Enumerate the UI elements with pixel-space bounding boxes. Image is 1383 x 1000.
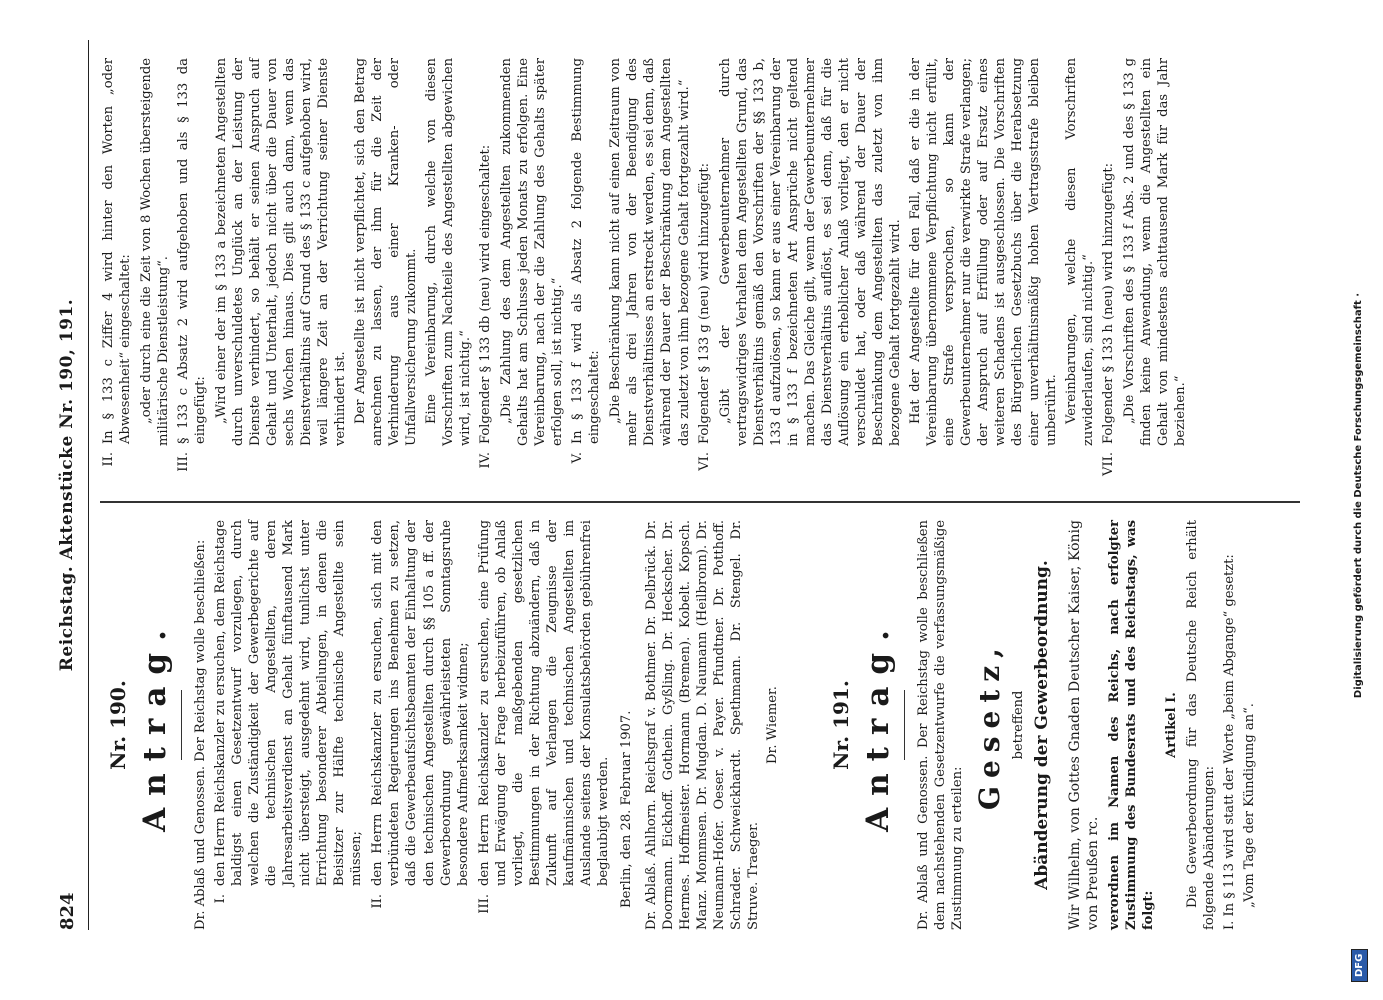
item-III-quote-2: Der Angestellte ist nicht verpflichtet, sich den Betrag anrechnen zu lassen, der ihm für die Zeit der Verhinderung aus einer Kranken- oder Unfallversicherung zukommt. bbox=[353, 58, 420, 446]
running-title: Reichstag. Aktenstücke Nr. 190, 191. bbox=[57, 298, 77, 672]
law-title: Abänderung der Gewerbeordnung. bbox=[1032, 560, 1053, 890]
right-column bbox=[100, 58, 1192, 488]
item-VII bbox=[1100, 58, 1117, 488]
item-number: VI. bbox=[696, 452, 712, 471]
item-V bbox=[569, 58, 603, 488]
column-divider bbox=[100, 502, 1300, 504]
item-IV-quote: „Die Zahlung des dem Angestellten zukommenden Gehalts hat am Schlusse jeden Monats zu erfolgen. Eine Vereinbarung, nach der die Zahlung des Gehalts später erfolgen soll, ist nichtig.“ bbox=[499, 58, 566, 446]
running-head bbox=[48, 40, 89, 930]
item-VII-quote: „Die Vorschriften des § 133 f Abs. 2 und des § 133 g finden keine Anwendung, wenn die Angestellten ein Gehalt von mindestens achttausend Mark für das Jahr beziehen.“ bbox=[1121, 58, 1188, 446]
item-number: III. bbox=[176, 452, 192, 472]
digitization-strip bbox=[1345, 0, 1375, 1000]
signatories: Dr. Ablaß. Ahlhorn. Reichsgraf v. Bothmer. Dr. Delbrück. Dr. Doormann. Eickhoff. Gothein. Gyßling. Dr. Heckscher. Dr. Hermes. Hoffmeister. Hormann (Bremen). Kobelt. Kopsch. Manz. Mommsen. Dr. Mugdan. D. Naumann (Heilbronn). Dr. Neumann-Hofer. Oeser. v. Payer. Pfundtner. Dr. Potthoff. Schrader. Schweickhardt. Spethmann. Dr. Stengel. Dr. Struve. Traeger. bbox=[643, 520, 761, 930]
antrag-heading-190: Antrag. bbox=[137, 618, 173, 832]
item-III-quote-3: Eine Vereinbarung, durch welche von diesen Vorschriften zum Nachteile des Angestellten abgewichen wird, ist nichtig.“ bbox=[424, 58, 474, 446]
item-number: IV. bbox=[478, 452, 494, 469]
dfg-logo-text: DFG bbox=[1351, 949, 1368, 982]
item-191-I-quote: „Vom Tage der Kündigung an“. bbox=[1242, 703, 1258, 908]
item-text: den Herrn Reichskanzler zu ersuchen, dem Reichstage baldigst einen Gesetzentwurf vorzulegen, durch welchen die Zuständigkeit der Gewerbegerichte auf die technischen Angestellten, deren Jahresarbeitsverdienst an Gehalt fünftausend Mark nicht übersteigt, ausgedehnt wird, tunlichst unter Errichtung besonderer Abteilungen, in denen die Beisitzer zur Hälfte technische Angestellte sein müssen; bbox=[213, 520, 365, 886]
item-VI bbox=[696, 58, 713, 488]
item-190-III bbox=[476, 520, 612, 930]
artikel-intro: Die Gewerbeordnung für das Deutsche Reich erhält folgende Abänderungen: bbox=[1184, 520, 1217, 930]
item-number: III. bbox=[476, 894, 492, 914]
divider bbox=[904, 690, 905, 760]
artikel-heading: Artikel I. bbox=[1163, 692, 1179, 758]
item-II-quote: „oder durch eine die Zeit von 8 Wochen übersteigende militärische Dienstleistung“. bbox=[139, 58, 172, 446]
item-VI-quote-2: Hat der Angestellte für den Fall, daß er die in der Vereinbarung übernommene Verpflichtung nicht erfüllt, eine Strafe versprochen, so kann der Gewerbeunternehmer nur die verwirkte Strafe verlangen; der Anspruch auf Erfüllung oder auf Ersatz eines weiteren Schadens ist ausgeschlossen. Die Vorschriften des Bürgerlichen Gesetzbuchs über die Herabsetzung einer unverhältnismäßig hohen Vertragsstrafe bleiben unberührt. bbox=[907, 58, 1059, 446]
item-number: VII. bbox=[1100, 452, 1116, 476]
document-number-190: Nr. 190. bbox=[106, 680, 130, 770]
item-III-quote: „Wird einer der im § 133 a bezeichneten Angestellten durch unverschuldetes Unglück an der Leistung der Dienste verhindert, so behält er seinen Anspruch auf Gehalt und Unterhalt, jedoch nicht über die Dauer von sechs Wochen hinaus. Dies gilt auch dann, wenn das Dienstverhältnis auf Grund des § 133 c aufgehoben wird, weil längere Zeit an der Verrichtung seiner Dienste verhindert ist. bbox=[214, 58, 349, 446]
item-text: § 133 c Absatz 2 wird aufgehoben und als § 133 da eingefügt: bbox=[176, 58, 209, 444]
betreffend-label: betreffend bbox=[1010, 690, 1026, 760]
intro-190: Dr. Ablaß und Genossen. Der Reichstag wolle beschließen: bbox=[193, 539, 209, 930]
left-column bbox=[105, 520, 1261, 930]
item-IV bbox=[477, 58, 494, 488]
item-text: In § 133 f wird als Absatz 2 folgende Bestimmung eingeschaltet: bbox=[570, 58, 603, 444]
document-number-191: Nr. 191. bbox=[828, 680, 853, 770]
wir-formula: Wir Wilhelm, von Gottes Gnaden Deutscher Kaiser, König von Preußen rc. bbox=[1066, 520, 1101, 930]
item-number: I. bbox=[213, 894, 229, 904]
item-number: V. bbox=[570, 452, 586, 464]
item-V-quote: „Die Beschränkung kann nicht auf einen Zeitraum von mehr als drei Jahren von der Beendigung des Dienstverhältnisses an erstreckt werden, es sei denn, daß während der Dauer der Beschränkung dem Angestellten das zuletzt von ihm bezogene Gehalt fortgezahlt wird.“ bbox=[608, 58, 692, 446]
item-VI-quote-3: Vereinbarungen, welche diesen Vorschriften zuwiderlaufen, sind nichtig.“ bbox=[1063, 58, 1096, 446]
page-number: 824 bbox=[57, 892, 78, 930]
item-text: Folgender § 133 h (neu) wird hinzugefügt: bbox=[1100, 162, 1116, 444]
antrag-heading-191: Antrag. bbox=[859, 618, 896, 832]
verordnen-formula: verordnen im Namen des Reichs, nach erfolgter Zustimmung des Bundesrats und des Reichstags, was folgt: bbox=[1106, 520, 1156, 930]
gesetz-heading: Gesetz, bbox=[973, 640, 1007, 810]
divider bbox=[181, 690, 182, 760]
dfg-logo bbox=[1345, 922, 1373, 982]
item-191-I: I. In § 113 wird statt der Worte „beim Abgange“ gesetzt: bbox=[1222, 554, 1237, 930]
item-text: Folgender § 133 db (neu) wird eingeschaltet: bbox=[478, 144, 494, 444]
item-text: den Herrn Reichskanzler zu ersuchen, eine Prüfung und Erwägung der Frage herbeizuführen, ob Anlaß vorliegt, die maßgebenden gesetzlichen Bestimmungen in der Richtung abzuändern, daß in Zukunft auf Verlangen die Zeugnisse der kaufmännischen und technischen Angestellten im Auslande seitens der Konsulatsbehörden gebührenfrei beglaubigt werden. bbox=[476, 520, 611, 886]
item-text: In § 133 c Ziffer 4 wird hinter den Worten „oder Abwesenheit“ eingeschaltet: bbox=[101, 58, 134, 444]
item-190-I bbox=[212, 520, 365, 930]
item-text: den Herrn Reichskanzler zu ersuchen, sich mit den verbündeten Regierungen ins Benehmen zu setzen, daß die Gewerbeaufsichtsbeamten der Einhaltung der den technischen Angestellten durch §§ 105 a ff. der Gewerbeordnung gewährleisteten Sonntagsruhe besondere Aufmerksamkeit widmen; bbox=[370, 520, 471, 886]
intro-191: Dr. Ablaß und Genossen. Der Reichstag wolle beschließen dem nachstehenden Gesetzentwurfe die verfassungsmäßige Zustimmung zu erteilen: bbox=[916, 520, 966, 930]
last-signatory: Dr. Wiemer. bbox=[764, 686, 780, 764]
item-text: Folgender § 133 g (neu) wird hinzugefügt: bbox=[696, 162, 712, 444]
spacer bbox=[784, 520, 828, 930]
item-190-II bbox=[369, 520, 471, 930]
item-III bbox=[175, 58, 209, 488]
item-number: II. bbox=[370, 894, 386, 909]
item-II bbox=[100, 58, 134, 488]
date-line: Berlin, den 28. Februar 1907. bbox=[618, 710, 634, 908]
item-VI-quote: „Gibt der Gewerbeunternehmer durch vertragswidriges Verhalten dem Angestellten Grund, das Dienstverhältnis gemäß den Vorschriften der §§ 133 b, 133 d aufzulösen, so kann er aus einer Vereinbarung der in § 133 f bezeichneten Art Ansprüche nicht geltend machen. Das Gleiche gilt, wenn der Gewerbeunternehmer das Dienstverhältnis auflöst, es sei denn, daß für die Auflösung ein erheblicher Anlaß vorliegt, den er nicht verschuldet hat, oder daß während der Dauer der Beschränkung dem Angestellten das zuletzt von ihm bezogene Gehalt fortgezahlt wird. bbox=[717, 58, 903, 446]
item-number: II. bbox=[101, 452, 116, 467]
digitization-note: Digitalisierung gefördert durch die Deutsche Forschungsgemeinschaft · bbox=[1353, 292, 1364, 699]
